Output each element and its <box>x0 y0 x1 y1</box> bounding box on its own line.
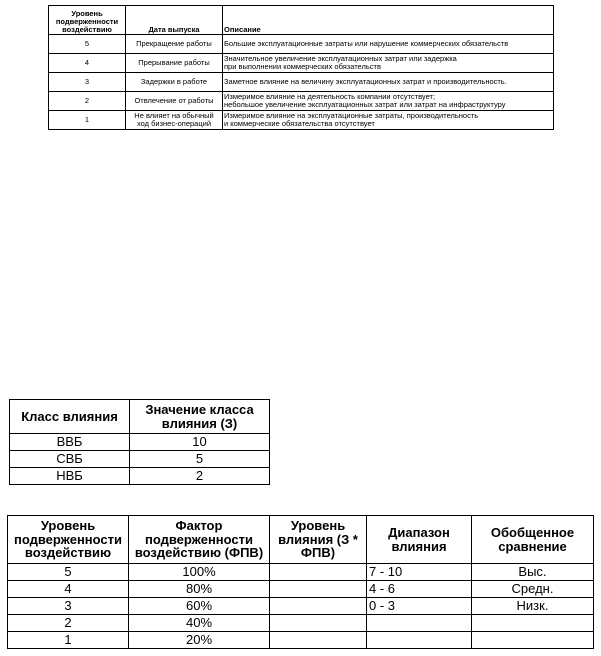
cell-influence-level <box>270 598 367 615</box>
table-row <box>8 564 594 581</box>
header-influence-level: Уровень влияния (З * ФПВ) <box>270 516 367 564</box>
cell-level: 3 <box>49 73 126 92</box>
cell-date: Задержки в работе <box>126 73 223 92</box>
cell-factor: 80% <box>129 581 270 598</box>
cell-factor: 60% <box>129 598 270 615</box>
table-header-row <box>10 400 270 434</box>
cell-date: Отвлечение от работы <box>126 92 223 111</box>
description-line: Большие эксплуатационные затраты или нарушение коммерческих обязательств <box>224 39 509 49</box>
table-row <box>49 54 554 73</box>
exposure-factor-table <box>7 515 594 649</box>
table-row <box>8 581 594 598</box>
cell-range <box>367 632 472 649</box>
description-line: небольшое увеличение эксплуатационных затрат или затрат на инфраструктуру <box>224 100 506 109</box>
cell-class: ВВБ <box>10 434 130 451</box>
table-header-row <box>49 6 554 35</box>
cell-level: 3 <box>8 598 129 615</box>
cell-influence-level <box>270 581 367 598</box>
cell-range: 0 - 3 <box>367 598 472 615</box>
table-row <box>49 35 554 54</box>
cell-class-value: 2 <box>130 468 270 485</box>
header-class: Класс влияния <box>10 400 130 434</box>
cell-description <box>223 92 554 111</box>
cell-factor: 20% <box>129 632 270 649</box>
cell-summary: Выс. <box>472 564 594 581</box>
cell-date: Прерывание работы <box>126 54 223 73</box>
table-row <box>10 468 270 485</box>
cell-level: 2 <box>8 615 129 632</box>
cell-factor: 40% <box>129 615 270 632</box>
table-row <box>10 451 270 468</box>
cell-level: 5 <box>49 35 126 54</box>
cell-range: 4 - 6 <box>367 581 472 598</box>
header-factor: Фактор подверженности воздействию (ФПВ) <box>129 516 270 564</box>
header-class-value: Значение класса влияния (З) <box>130 400 270 434</box>
cell-description <box>223 111 554 130</box>
cell-class: СВБ <box>10 451 130 468</box>
description-line: Измеримое влияние на эксплуатационные затраты, производительность <box>224 111 479 121</box>
impact-levels-table <box>48 5 554 130</box>
description-line: Измеримое влияние на деятельность компании отсутствует; <box>224 92 436 102</box>
cell-range <box>367 615 472 632</box>
cell-class: НВБ <box>10 468 130 485</box>
cell-level: 4 <box>49 54 126 73</box>
impact-class-table <box>9 399 270 485</box>
table-row <box>49 73 554 92</box>
table-row <box>8 615 594 632</box>
description-line: при выполнении коммерческих обязательств <box>224 62 381 71</box>
date-line: ход бизнес-операций <box>136 119 212 128</box>
cell-summary: Средн. <box>472 581 594 598</box>
table-header-row <box>8 516 594 564</box>
header-description: Описание <box>223 6 554 35</box>
table-row <box>8 632 594 649</box>
date-line: Не влияет на обычный <box>134 111 214 121</box>
description-line: и коммерческие обязательства отсутствует <box>224 119 375 128</box>
header-summary: Обобщенное сравнение <box>472 516 594 564</box>
cell-description <box>223 54 554 73</box>
cell-summary <box>472 615 594 632</box>
cell-level: 5 <box>8 564 129 581</box>
cell-date: Прекращение работы <box>126 35 223 54</box>
header-range: Диапазон влияния <box>367 516 472 564</box>
cell-level: 4 <box>8 581 129 598</box>
cell-influence-level <box>270 615 367 632</box>
table-row <box>8 598 594 615</box>
cell-description <box>223 73 554 92</box>
cell-range: 7 - 10 <box>367 564 472 581</box>
cell-level: 1 <box>49 111 126 130</box>
table-row <box>49 92 554 111</box>
cell-influence-level <box>270 632 367 649</box>
cell-level: 2 <box>49 92 126 111</box>
cell-class-value: 5 <box>130 451 270 468</box>
table-row <box>10 434 270 451</box>
cell-class-value: 10 <box>130 434 270 451</box>
header-level: Уровень подверженности воздействию <box>49 6 126 35</box>
cell-description <box>223 35 554 54</box>
description-line: Заметное влияние на величину эксплуатационных затрат и производительность. <box>224 77 507 87</box>
cell-level: 1 <box>8 632 129 649</box>
cell-summary: Низк. <box>472 598 594 615</box>
cell-summary <box>472 632 594 649</box>
cell-date <box>126 111 223 130</box>
table-row <box>49 111 554 130</box>
header-date: Дата выпуска <box>126 6 223 35</box>
description-line: Значительное увеличение эксплуатационных затрат или задержка <box>224 54 457 64</box>
cell-influence-level <box>270 564 367 581</box>
cell-factor: 100% <box>129 564 270 581</box>
header-level: Уровень подверженности воздействию <box>8 516 129 564</box>
